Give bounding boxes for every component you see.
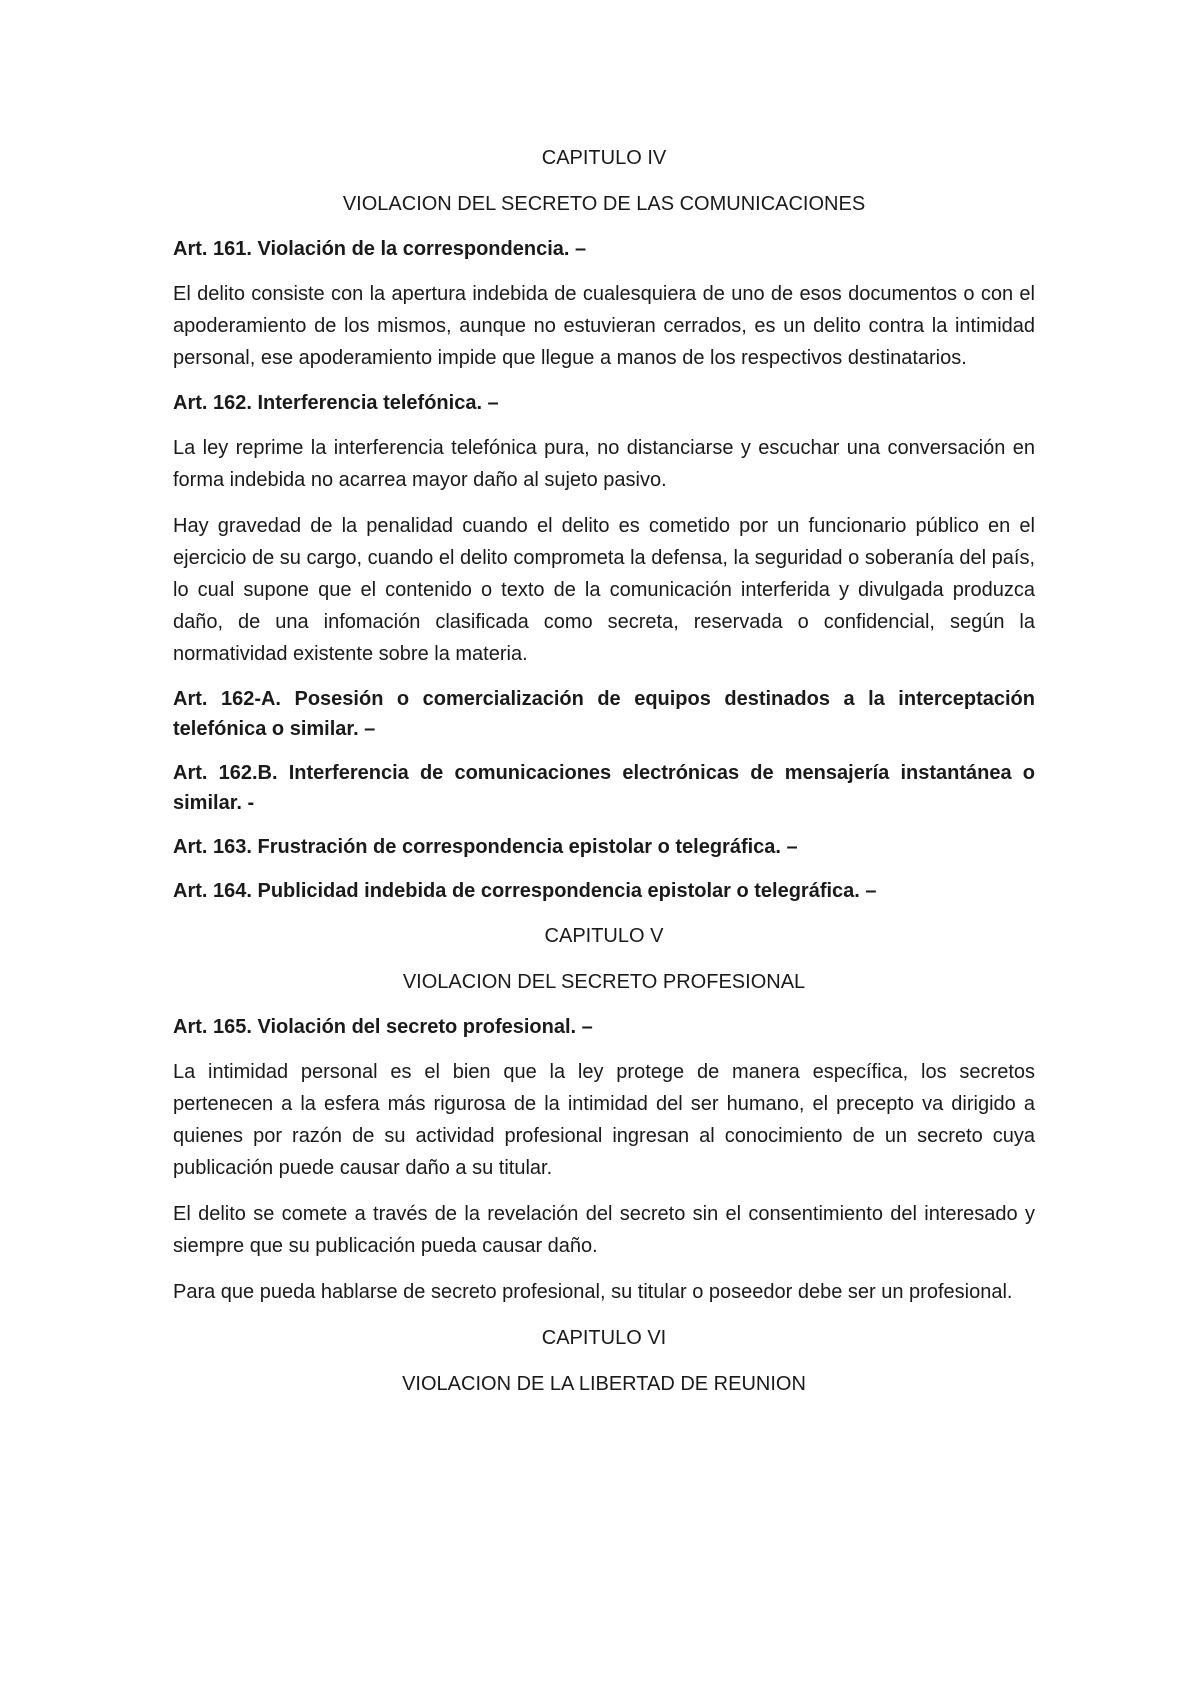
article-heading: Art. 162. Interferencia telefónica. – (173, 392, 499, 414)
article-heading: Art. 165. Violación del secreto profesional. – (173, 1016, 593, 1038)
article-heading: Art. 161. Violación de la correspondencia. – (173, 238, 587, 260)
document-body (173, 142, 1035, 1414)
article-heading: Art. 163. Frustración de correspondencia epistolar o telegráfica. – (173, 836, 798, 858)
article-heading: Art. 162.B. Interferencia de comunicaciones electrónicas de mensajería instantánea o similar. - (173, 762, 1035, 814)
chapter-heading: CAPITULO V (544, 925, 664, 947)
chapter-title: VIOLACION DE LA LIBERTAD DE REUNION (402, 1373, 806, 1395)
paragraph: Hay gravedad de la penalidad cuando el delito es cometido por un funcionario público en el ejercicio de su cargo, cuando el delito comprometa la defensa, la seguridad o soberanía del país, lo cual supone que el contenido o texto de la comunicación interferida y divulgada produzca daño, de una infomación clasificada como secreta, reservada o confidencial, según la normatividad existente sobre la materia. (173, 515, 1035, 665)
chapter-title: VIOLACION DEL SECRETO PROFESIONAL (402, 971, 806, 993)
paragraph: El delito consiste con la apertura indebida de cualesquiera de uno de esos documentos o con el apoderamiento de los mismos, aunque no estuvieran cerrados, es un delito contra la intimidad personal, ese apoderamiento impide que llegue a manos de los respectivos destinatarios. (173, 283, 1035, 369)
paragraph: El delito se comete a través de la revelación del secreto sin el consentimiento del interesado y siempre que su publicación pueda causar daño. (173, 1203, 1035, 1257)
chapter-heading: CAPITULO VI (541, 1327, 667, 1349)
paragraph: La intimidad personal es el bien que la ley protege de manera específica, los secretos pertenecen a la esfera más rigurosa de la intimidad del ser humano, el precepto va dirigido a quienes por razón de su actividad profesional ingresan al conocimiento de un secreto cuya publicación puede causar daño a su titular. (173, 1061, 1035, 1179)
paragraph: La ley reprime la interferencia telefónica pura, no distanciarse y escuchar una conversación en forma indebida no acarrea mayor daño al sujeto pasivo. (173, 437, 1035, 491)
chapter-heading: CAPITULO IV (541, 147, 667, 169)
article-heading: Art. 164. Publicidad indebida de correspondencia epistolar o telegráfica. – (173, 880, 877, 902)
chapter-title: VIOLACION DEL SECRETO DE LAS COMUNICACIONES (342, 193, 866, 215)
paragraph: Para que pueda hablarse de secreto profesional, su titular o poseedor debe ser un profesional. (173, 1281, 1013, 1303)
article-heading: Art. 162-A. Posesión o comercialización de equipos destinados a la interceptación telefónica o similar. – (173, 688, 1035, 740)
